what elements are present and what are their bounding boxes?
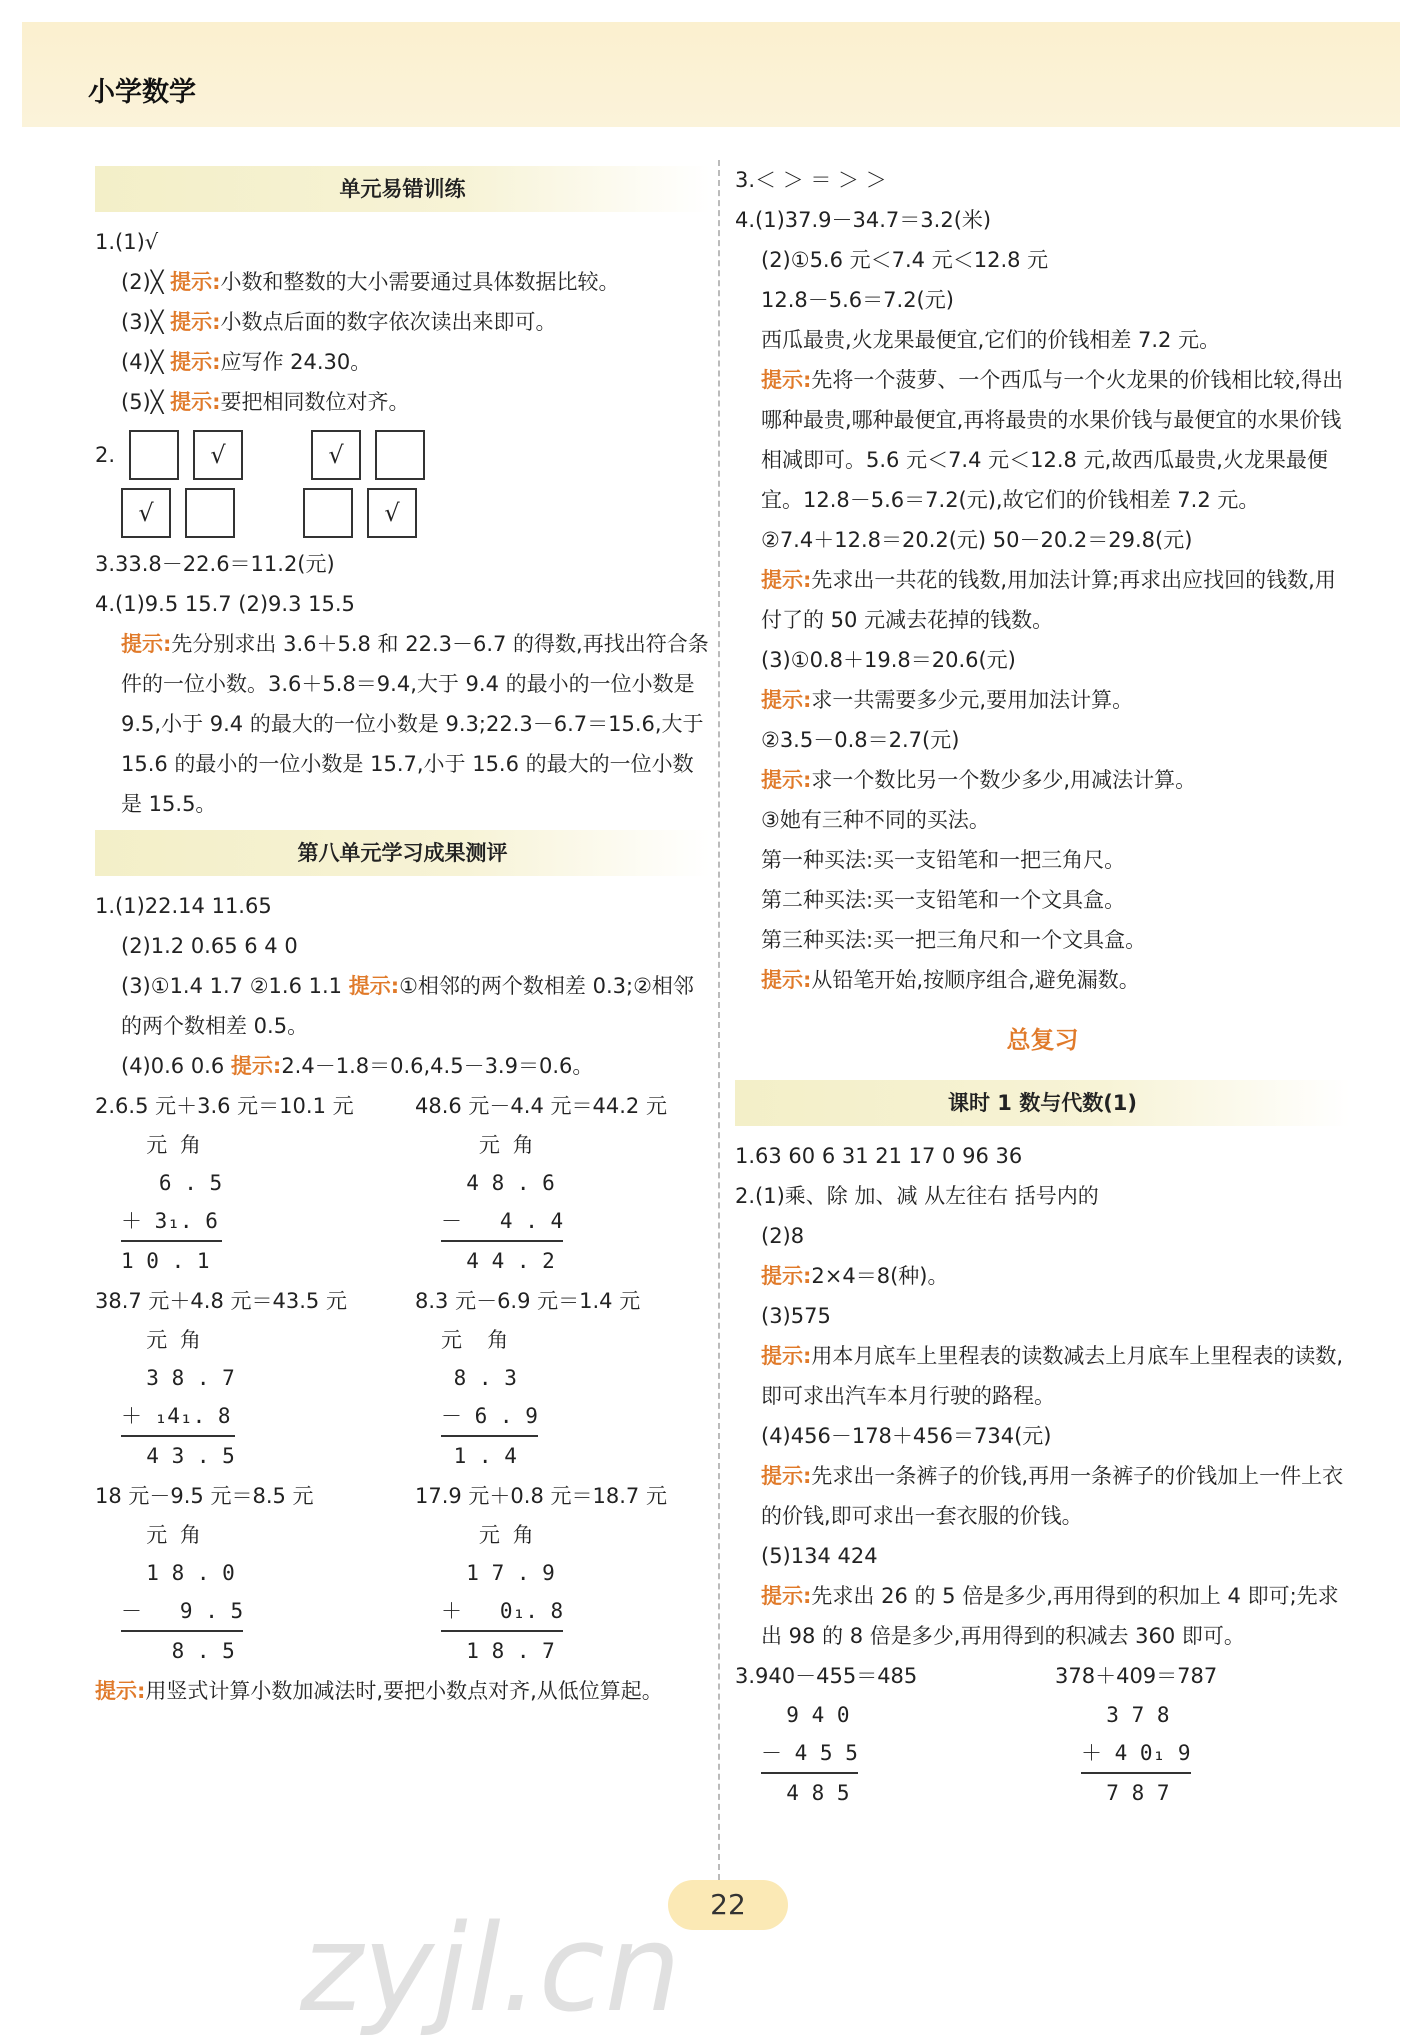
answer-line: 第一种买法:买一支铅笔和一把三角尺。 [761,848,1126,872]
hint-paragraph: 提示:2×4＝8(种)。 [761,1264,949,1288]
vertical-calc-row [95,1321,710,1476]
answer-line: 3.33.8－22.6＝11.2(元) [95,552,335,576]
hint-paragraph: 提示:用本月底车上里程表的读数减去上月底车上里程表的读数,即可求出汽车本月行驶的路程。 [761,1344,1344,1408]
hint-label: 提示: [348,974,400,998]
vertical-calc-row [95,1126,710,1281]
checkbox-row [95,488,710,538]
answer-line: 3.＜ ＞ ＝ ＞ ＞ [735,168,887,192]
answer-line: (3)①0.8＋19.8＝20.6(元) [761,648,1016,672]
hint-label: 提示: [761,768,812,792]
equation: 18 元－9.5 元＝8.5 元 [95,1484,314,1508]
answer-box: √ [367,488,417,538]
section-title: 第八单元学习成果测评 [95,830,710,876]
hint-label: 提示: [121,632,172,656]
equation: 17.9 元＋0.8 元＝18.7 元 [415,1484,667,1508]
answer-line: ②3.5－0.8＝2.7(元) [761,728,960,752]
hint-label: 提示: [761,568,812,592]
hint-label: 提示: [761,688,812,712]
answer-line: 第二种买法:买一支铅笔和一个文具盒。 [761,888,1126,912]
hint-paragraph: 提示:先将一个菠萝、一个西瓜与一个火龙果的价钱相比较,得出哪种最贵,哪种最便宜,再将最贵的水果价钱与最便宜的水果价钱相减即可。5.6 元＜7.4 元＜12.8 元,故西瓜最贵,火龙果最便宜。12.8－5.6＝7.2(元),故它们的价钱相差 7.2 元。 [761,368,1344,512]
hint-label: 提示: [170,350,221,374]
hint-paragraph: 提示:先求出 26 的 5 倍是多少,再用得到的积加上 4 即可;先求出 98 的 8 倍是多少,再用得到的积减去 360 即可。 [761,1584,1339,1648]
answer-line: (2)╳ 提示:小数和整数的大小需要通过具体数据比较。 [121,270,620,294]
hint-paragraph: 提示:先分别求出 3.6＋5.8 和 22.3－6.7 的得数,再找出符合条件的一位小数。3.6＋5.8＝9.4,大于 9.4 的最小的一位小数是 9.5,小于 9.4 的最大的一位小数是 9.3;22.3－6.7＝15.6,大于 15.6 的最小的一位小数是 15.7,小于 15.6 的最大的一位小数是 15.5。 [121,632,709,816]
hint-label: 提示: [761,1344,812,1368]
vertical-calc-row [95,1516,710,1671]
watermark: zyjl.cn [300,1900,681,2039]
answer-line: (5)╳ 提示:要把相同数位对齐。 [121,390,410,414]
equation: 38.7 元＋4.8 元＝43.5 元 [95,1289,347,1313]
answer-line: 1.(1)22.14 11.65 [95,894,272,918]
vertical-calculation: 元 角 8 . 3 － 6 . 9 1 . 4 [441,1321,538,1475]
equation-row [735,1656,1350,1696]
hint-label: 提示: [230,1054,282,1078]
hint-label: 提示: [170,270,221,294]
answer-box [375,430,425,480]
answer-box: √ [121,488,171,538]
answer-line: 1.(1)√ [95,230,159,254]
hint-label: 提示: [761,1584,812,1608]
answer-line: (3)╳ 提示:小数点后面的数字依次读出来即可。 [121,310,557,334]
hint-label: 提示: [761,368,812,392]
left-column [95,160,710,1711]
equation: 2.6.5 元＋3.6 元＝10.1 元 [95,1094,354,1118]
answer-line: (4)456－178＋456＝734(元) [761,1424,1052,1448]
answer-line: (2)8 [761,1224,805,1248]
vertical-calculation: 元 角 6 . 5 ＋ 3₁. 6 1 0 . 1 [121,1126,222,1280]
answer-line: 12.8－5.6＝7.2(元) [761,288,954,312]
answer-box [185,488,235,538]
hint-paragraph: 提示:求一共需要多少元,要用加法计算。 [761,688,1134,712]
column-divider [718,160,720,1880]
right-column [735,160,1350,1813]
answer-line: 4.(1)37.9－34.7＝3.2(米) [735,208,992,232]
answer-line: (2)①5.6 元＜7.4 元＜12.8 元 [761,248,1049,272]
answer-line: (4)╳ 提示:应写作 24.30。 [121,350,372,374]
answer-line: 1.63 60 6 31 21 17 0 96 36 [735,1144,1023,1168]
answer-box: √ [311,430,361,480]
answer-box: √ [193,430,243,480]
hint-label: 提示: [761,1264,812,1288]
hint-paragraph: 提示:用竖式计算小数加减法时,要把小数点对齐,从低位算起。 [95,1679,663,1703]
hint-label: 提示: [170,390,221,414]
vertical-calculation: 元 角 1 7 . 9 ＋ 0₁. 8 1 8 . 7 [441,1516,563,1670]
vertical-calculation: 元 角 1 8 . 0 － 9 . 5 8 . 5 [121,1516,243,1670]
answer-line: (3)①1.4 1.7 ②1.6 1.1 提示:①相邻的两个数相差 0.3;②相邻的两个数相差 0.5。 [121,974,694,1038]
answer-line: (5)134 424 [761,1544,878,1568]
vertical-calculation: 9 4 0 － 4 5 5 4 8 5 [761,1696,858,1812]
vertical-calculation: 元 角 3 8 . 7 ＋ ₁4₁. 8 4 3 . 5 [121,1321,235,1475]
equation: 3.940－455＝485 [735,1664,918,1688]
answer-line: ③她有三种不同的买法。 [761,808,990,832]
vertical-calc-row [735,1696,1350,1813]
answer-line: (2)1.2 0.65 6 4 0 [121,934,298,958]
answer-line: 2.(1)乘、除 加、减 从左往右 括号内的 [735,1184,1099,1208]
page-number: 22 [668,1880,788,1930]
equation-row [95,1086,710,1126]
hint-paragraph: 提示:先求出一条裤子的价钱,再用一条裤子的价钱加上一件上衣的价钱,即可求出一套衣服的价钱。 [761,1464,1344,1528]
question-number: 2. [95,443,116,467]
hint-label: 提示: [761,1464,812,1488]
equation-row [95,1476,710,1516]
answer-box [303,488,353,538]
equation: 48.6 元－4.4 元＝44.2 元 [415,1094,667,1118]
hint-label: 提示: [95,1679,146,1703]
vertical-calculation: 元 角 4 8 . 6 － 4 . 4 4 4 . 2 [441,1126,563,1280]
answer-line: 西瓜最贵,火龙果最便宜,它们的价钱相差 7.2 元。 [761,328,1221,352]
section-title: 单元易错训练 [95,166,710,212]
answer-line: (4)0.6 0.6 提示:2.4－1.8＝0.6,4.5－3.9＝0.6。 [121,1054,594,1078]
chapter-title: 总复习 [1006,1026,1079,1054]
equation: 378＋409＝787 [1055,1664,1218,1688]
header-title: 小学数学 [88,77,196,108]
hint-paragraph: 提示:从铅笔开始,按顺序组合,避免漏数。 [761,968,1140,992]
hint-label: 提示: [170,310,221,334]
checkbox-row [95,430,710,480]
equation-row [95,1281,710,1321]
page-header [22,22,1400,127]
hint-paragraph: 提示:求一个数比另一个数少多少,用减法计算。 [761,768,1197,792]
answer-line: 第三种买法:买一把三角尺和一个文具盒。 [761,928,1147,952]
vertical-calculation: 3 7 8 ＋ 4 0₁ 9 7 8 7 [1081,1696,1191,1812]
equation: 8.3 元－6.9 元＝1.4 元 [415,1289,641,1313]
answer-line: 4.(1)9.5 15.7 (2)9.3 15.5 [95,592,355,616]
answer-box [129,430,179,480]
hint-paragraph: 提示:先求出一共花的钱数,用加法计算;再求出应找回的钱数,用付了的 50 元减去花掉的钱数。 [761,568,1336,632]
answer-line: ②7.4＋12.8＝20.2(元) 50－20.2＝29.8(元) [761,528,1193,552]
answer-line: (3)575 [761,1304,831,1328]
hint-label: 提示: [761,968,812,992]
section-title: 课时 1 数与代数(1) [735,1080,1350,1126]
